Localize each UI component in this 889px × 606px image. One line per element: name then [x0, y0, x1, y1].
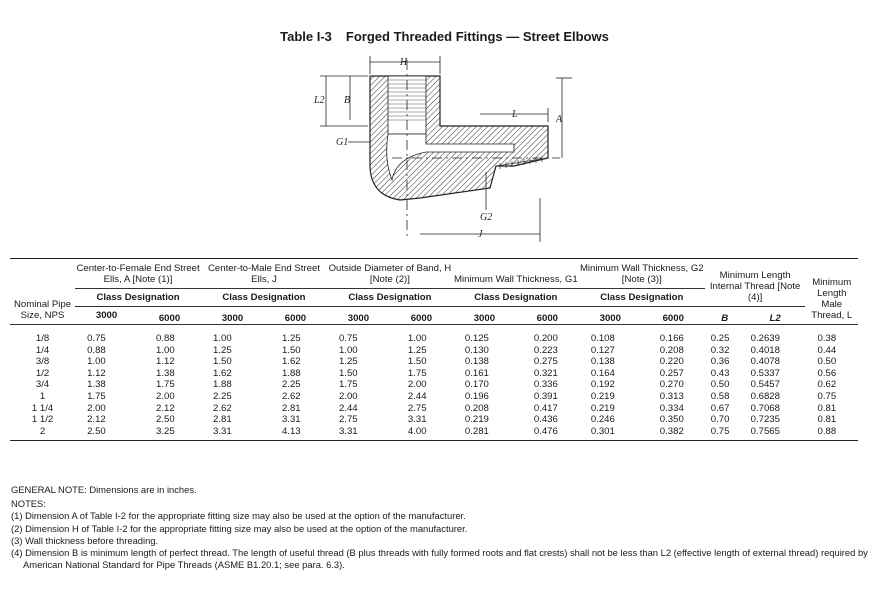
value-cell: 0.70: [710, 414, 730, 426]
value-cell: 1.25: [338, 356, 358, 368]
value-cell: 0.2639: [750, 333, 780, 344]
value-cell: 0.246: [590, 414, 615, 426]
note-2: (2) Dimension H of Table I-2 for the appropriate fitting size may also be used at the option of the manufacturer.: [11, 522, 468, 534]
class-designation-label: Class Designation: [327, 289, 453, 307]
value-cell: 0.382: [642, 426, 705, 441]
value-cell: 0.196: [464, 390, 489, 402]
value-cell: 0.127: [590, 344, 615, 356]
group-header-internal-thread: Minimum Length Internal Thread [Note (4)]: [705, 259, 806, 307]
value-cell: 0.4078: [750, 356, 780, 368]
value-cell: 2.81: [213, 414, 232, 426]
note-1: (1) Dimension A of Table I-2 for the appropriate fitting size may also be used at the option of the manufacturer.: [11, 510, 466, 522]
value-cell: 0.336: [533, 379, 558, 391]
value-cell: 3.31: [281, 414, 301, 426]
value-cell: 0.275: [533, 356, 558, 368]
value-cell: 0.130: [464, 344, 489, 356]
value-cell: 0.38: [817, 333, 837, 344]
table-row: [10, 368, 858, 380]
label-G1: G1: [336, 137, 349, 148]
notes-section: [11, 484, 871, 571]
value-cell: 0.219: [464, 414, 489, 426]
value-cell: 0.313: [659, 390, 684, 402]
value-cell: 0.4018: [750, 344, 780, 356]
street-elbow-table: [10, 258, 858, 441]
value-cell: 2.50: [156, 414, 175, 426]
value-cell: 0.350: [659, 414, 684, 426]
class-col-header: 3000: [221, 313, 244, 324]
class-col-header: 3000: [599, 313, 621, 324]
value-cell: 0.7068: [750, 402, 780, 414]
value-cell: 1.50: [407, 356, 427, 368]
table-row: [10, 391, 858, 403]
label-J: J: [478, 229, 483, 240]
value-cell: 0.36: [710, 356, 730, 368]
value-cell: 0.75: [87, 333, 106, 344]
value-cell: 0.7235: [750, 414, 780, 426]
label-B: B: [344, 95, 351, 106]
value-cell: 0.164: [590, 367, 615, 379]
table-row: [10, 356, 858, 368]
notes-heading: NOTES:: [11, 498, 46, 510]
value-cell: 2.00: [407, 379, 427, 391]
value-cell: 3.31: [407, 414, 427, 426]
value-cell: 2.44: [407, 390, 427, 402]
group-header-female: Center-to-Female End Street Ells, A [Note (1)]: [75, 259, 201, 289]
value-cell: 0.88: [156, 333, 175, 344]
note-3: (3) Wall thickness before threading.: [11, 534, 159, 546]
value-cell: 0.334: [659, 402, 684, 414]
class-col-header: 3000: [473, 313, 496, 324]
nps-cell: 1 1/4: [31, 402, 54, 414]
value-cell: 1.62: [213, 367, 232, 379]
value-cell: 0.81: [817, 402, 837, 414]
value-cell: 1.75: [156, 379, 175, 391]
fitting-body: [370, 76, 548, 200]
value-cell: 0.138: [464, 356, 489, 368]
value-cell: 0.208: [464, 402, 489, 414]
value-cell: 2.62: [281, 390, 301, 402]
value-cell: 1.00: [156, 344, 175, 356]
value-cell: 0.108: [590, 333, 615, 344]
value-cell: 0.50: [817, 356, 837, 368]
class-col-header: 3000: [95, 310, 118, 321]
label-L2: L2: [314, 95, 325, 106]
value-cell: 2.00: [156, 390, 175, 402]
value-cell: 0.321: [533, 367, 558, 379]
table-row: [10, 345, 858, 357]
value-cell: 1.00: [87, 356, 106, 368]
value-cell: 4.13: [264, 426, 327, 441]
table-row: [10, 325, 858, 345]
value-cell: 0.6828: [750, 390, 780, 402]
nps-cell: 1/8: [35, 333, 50, 344]
nps-cell: 3/4: [35, 379, 50, 391]
value-cell: 0.62: [817, 379, 837, 391]
nps-cell: 1 1/2: [31, 414, 54, 426]
group-header-male: Center-to-Male End Street Ells, J: [201, 259, 327, 289]
class-col-header: 6000: [410, 313, 433, 324]
value-cell: 0.43: [710, 367, 730, 379]
value-cell: 0.88: [87, 344, 106, 356]
value-cell: 1.75: [338, 379, 358, 391]
value-cell: 1.25: [407, 344, 427, 356]
value-cell: 0.223: [533, 344, 558, 356]
value-cell: 0.192: [590, 379, 615, 391]
value-cell: 2.50: [75, 426, 138, 441]
class-designation-label: Class Designation: [453, 289, 579, 307]
value-cell: 0.56: [817, 367, 837, 379]
table-caption: Forged Threaded Fittings — Street Elbows: [345, 29, 609, 44]
value-cell: 2.00: [338, 390, 358, 402]
male-thread-header: Minimum Length Male Thread, L: [805, 259, 858, 325]
value-cell: 0.161: [464, 367, 489, 379]
value-cell: 1.75: [87, 390, 106, 402]
value-cell: 0.200: [533, 333, 558, 344]
nps-header: Nominal Pipe Size, NPS: [10, 259, 75, 325]
value-cell: 0.75: [338, 333, 358, 344]
class-col-header: 6000: [662, 313, 684, 324]
nps-cell: 2: [10, 426, 75, 441]
value-cell: 0.219: [590, 390, 615, 402]
class-col-header: 6000: [158, 313, 181, 324]
value-cell: 0.166: [659, 333, 684, 344]
value-cell: 3.31: [327, 426, 390, 441]
value-cell: 0.58: [710, 390, 730, 402]
value-cell: 0.44: [817, 344, 837, 356]
table-row: [10, 414, 858, 426]
class-designation-label: Class Designation: [579, 289, 705, 307]
nps-cell: 1/4: [35, 344, 50, 356]
value-cell: 0.281: [453, 426, 516, 441]
nps-cell: 1: [39, 390, 46, 402]
table-body: [10, 325, 858, 441]
value-cell: 0.75: [705, 426, 745, 441]
value-cell: 1.00: [213, 333, 232, 344]
value-cell: 1.50: [213, 356, 232, 368]
value-cell: 2.12: [87, 414, 106, 426]
value-cell: 3.31: [201, 426, 264, 441]
value-cell: 0.270: [659, 379, 684, 391]
table-row: [10, 426, 858, 441]
value-cell: 0.75: [817, 390, 837, 402]
value-cell: 1.12: [156, 356, 175, 368]
group-header-wall-g1: Minimum Wall Thickness, G1: [453, 259, 579, 289]
label-H: H: [400, 57, 408, 68]
value-cell: 0.220: [659, 356, 684, 368]
value-cell: 2.12: [156, 402, 175, 414]
value-cell: 1.00: [407, 333, 427, 344]
value-cell: 2.81: [281, 402, 301, 414]
value-cell: 0.25: [710, 333, 730, 344]
value-cell: 1.25: [213, 344, 232, 356]
general-note: GENERAL NOTE: Dimensions are in inches.: [11, 484, 197, 495]
value-cell: 1.50: [338, 367, 358, 379]
value-cell: 0.219: [590, 402, 615, 414]
value-cell: 0.7565: [745, 426, 806, 441]
value-cell: 1.50: [281, 344, 301, 356]
value-cell: 0.5337: [750, 367, 780, 379]
value-cell: 1.88: [213, 379, 232, 391]
table-title: [0, 29, 889, 44]
class-designation-label: Class Designation: [201, 289, 327, 307]
value-cell: 1.38: [156, 367, 175, 379]
class-col-header: 6000: [536, 313, 558, 324]
value-cell: 2.25: [281, 379, 301, 391]
street-elbow-diagram: [300, 48, 590, 248]
value-cell: 0.81: [817, 414, 837, 426]
value-cell: 2.00: [87, 402, 106, 414]
table-row: [10, 379, 858, 391]
value-cell: 2.75: [338, 414, 358, 426]
value-cell: 4.00: [390, 426, 453, 441]
value-cell: 2.62: [213, 402, 232, 414]
value-cell: 0.391: [533, 390, 558, 402]
group-header-band: Outside Diameter of Band, H [Note (2)]: [327, 259, 453, 289]
col-header-L2: L2: [769, 313, 781, 324]
group-header-wall-g2: Minimum Wall Thickness, G2 [Note (3)]: [579, 259, 705, 289]
value-cell: 0.257: [659, 367, 684, 379]
value-cell: 1.88: [281, 367, 301, 379]
value-cell: 0.67: [710, 402, 730, 414]
value-cell: 0.50: [710, 379, 730, 391]
value-cell: 1.25: [281, 333, 301, 344]
value-cell: 0.138: [590, 356, 615, 368]
table-number: Table I-3: [280, 29, 332, 44]
nps-cell: 3/8: [35, 356, 50, 368]
value-cell: 1.38: [87, 379, 106, 391]
value-cell: 1.00: [338, 344, 358, 356]
value-cell: 0.32: [710, 344, 730, 356]
value-cell: 0.88: [805, 426, 858, 441]
value-cell: 0.436: [533, 414, 558, 426]
label-A: A: [556, 114, 563, 125]
value-cell: 1.62: [281, 356, 301, 368]
value-cell: 2.44: [338, 402, 358, 414]
value-cell: 2.25: [213, 390, 232, 402]
value-cell: 1.12: [87, 367, 106, 379]
value-cell: 0.170: [464, 379, 489, 391]
value-cell: 0.5457: [750, 379, 780, 391]
table-row: [10, 403, 858, 415]
label-G2: G2: [480, 212, 493, 223]
value-cell: 0.476: [516, 426, 579, 441]
label-L: L: [512, 109, 518, 120]
value-cell: 1.75: [407, 367, 427, 379]
nps-cell: 1/2: [35, 367, 50, 379]
value-cell: 0.301: [579, 426, 642, 441]
note-4: (4) Dimension B is minimum length of perfect thread. The length of useful thread (B plus threads with fully formed roots and flat crests) shall not be less than L2 (effective length of external thread) required by American National Standard for Pipe Threads (ASME B1.20.1; see para. 6.3).: [11, 547, 868, 571]
class-col-header: 3000: [347, 313, 370, 324]
col-header-B: B: [721, 313, 729, 324]
value-cell: 0.417: [533, 402, 558, 414]
value-cell: 0.125: [464, 333, 489, 344]
value-cell: 3.25: [138, 426, 201, 441]
class-designation-label: Class Designation: [75, 289, 201, 307]
class-col-header: 6000: [284, 313, 307, 324]
value-cell: 0.208: [659, 344, 684, 356]
value-cell: 2.75: [407, 402, 427, 414]
